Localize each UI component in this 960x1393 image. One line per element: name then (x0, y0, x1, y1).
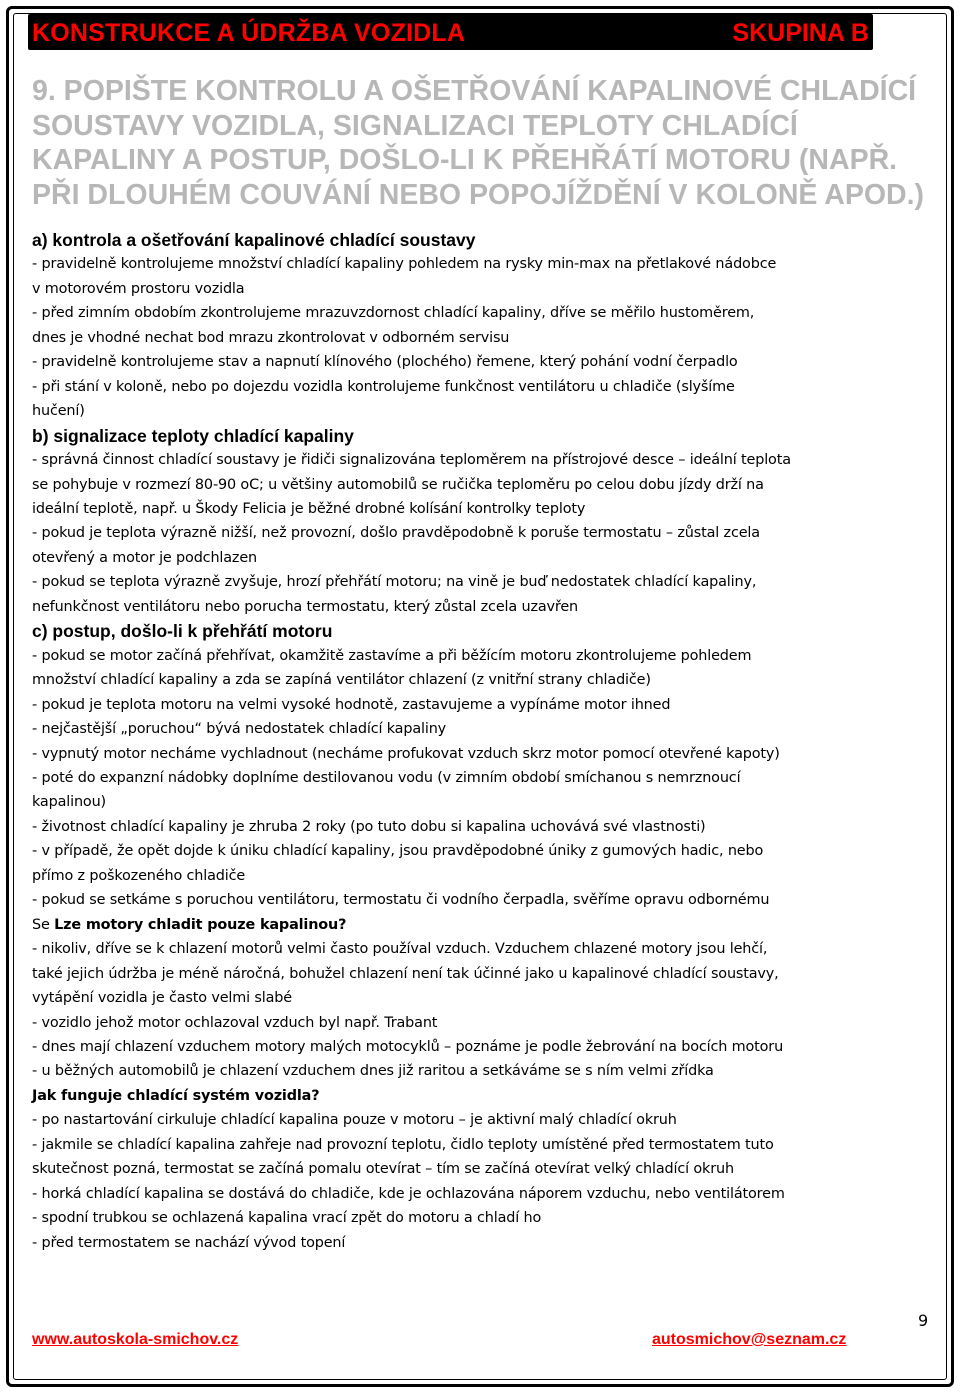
line-text: - spodní trubkou se ochlazená kapalina vrací zpět do motoru a chladí ho (32, 1210, 542, 1227)
line-text: - správná činnost chladící soustavy je řidiči signalizována teploměrem na přístrojové desce – ideální teplota (32, 452, 791, 469)
line-text: skutečnost pozná, termostat se začíná pomalu otevírat – tím se začíná otevírat velký chladící okruh (32, 1161, 734, 1178)
answer-body (32, 228, 927, 1255)
header-group: SKUPINA B (732, 19, 869, 47)
line-text: - pokud je teplota výrazně nižší, než provozní, došlo pravděpodobně k poruše termostatu – zůstal zcela (32, 525, 760, 542)
text-line (32, 962, 927, 986)
website-link[interactable]: www.autoskola-smichov.cz (32, 1331, 239, 1348)
text-line (32, 570, 927, 594)
question-line: PŘI DLOUHÉM COUVÁNÍ NEBO POPOJÍŽDĚNÍ V KOLONĚ APOD.) (32, 178, 925, 211)
text-line (32, 668, 927, 692)
text-line (32, 742, 927, 766)
text-line (32, 864, 927, 888)
line-text: - životnost chladící kapaliny je zhruba 2 roky (po tuto dobu si kapalina uchovává své vlastnosti) (32, 818, 706, 835)
line-text: otevřený a motor je podchlazen (32, 549, 258, 566)
page-number: 9 (918, 1311, 929, 1330)
text-line (32, 1231, 927, 1255)
line-text: - nikoliv, dříve se k chlazení motorů velmi často používal vzduch. Vzduchem chlazené motory jsou lehčí, (32, 941, 768, 958)
section-heading (32, 424, 927, 448)
header-bar (28, 14, 873, 50)
line-text: - vozidlo jehož motor ochlazoval vzduch byl např. Trabant (32, 1014, 438, 1031)
line-text: množství chladící kapaliny a zda se zapíná ventilátor chlazení (z vnitřní strany chladiče) (32, 672, 651, 689)
question-title (32, 74, 932, 212)
text-line (32, 693, 927, 717)
text-line (32, 1035, 927, 1059)
line-text: - u běžných automobilů je chlazení vzduchem dnes již raritou a setkáváme se s ním velmi zřídka (32, 1063, 714, 1080)
text-line (32, 546, 927, 570)
line-text: - při stání v koloně, nebo po dojezdu vozidla kontrolujeme funkčnost ventilátoru u chladiče (slyšíme (32, 378, 735, 395)
line-text: nefunkčnost ventilátoru nebo porucha termostatu, který zůstal zcela uzavřen (32, 598, 579, 615)
question-line: SOUSTAVY VOZIDLA, SIGNALIZACI TEPLOTY CHLADÍCÍ (32, 109, 798, 142)
text-line (32, 473, 927, 497)
email-link[interactable]: autosmichov@seznam.cz (652, 1331, 847, 1348)
line-text: - horká chladící kapalina se dostává do chladiče, kde je ochlazována náporem vzduchu, nebo ventilátorem (32, 1185, 785, 1202)
text-line (32, 1157, 927, 1181)
question-line: KAPALINY A POSTUP, DOŠLO-LI K PŘEHŘÁTÍ MOTORU (NAPŘ. (32, 144, 898, 176)
line-text: Jak funguje chladící systém vozidla? (32, 1087, 320, 1104)
text-line (32, 839, 927, 863)
section-heading (32, 619, 927, 643)
text-line (32, 1011, 927, 1035)
line-text: c) postup, došlo-li k přehřátí motoru (32, 621, 333, 642)
text-line (32, 448, 927, 472)
line-text: - poté do expanzní nádobky doplníme destilovanou vodu (v zimním období smíchanou s nemrznoucí (32, 769, 741, 786)
text-line (32, 913, 927, 937)
text-line (32, 399, 927, 423)
text-line (32, 497, 927, 521)
line-text: hučení) (32, 403, 85, 420)
line-text: - před zimním obdobím zkontrolujeme mrazuvzdornost chladící kapaliny, dříve se měřilo hustoměrem, (32, 305, 755, 322)
line-text: - před termostatem se nachází vývod topení (32, 1234, 346, 1251)
line-text: přímo z poškozeného chladiče (32, 867, 246, 884)
line-text: dnes je vhodné nechat bod mrazu zkontrolovat v odborném servisu (32, 329, 510, 346)
line-text: - dnes mají chlazení vzduchem motory malých motocyklů – poznáme je podle žebrování na bocích motoru (32, 1038, 784, 1055)
line-text: v motorovém prostoru vozidla (32, 280, 245, 297)
line-text: Se (32, 916, 55, 933)
text-line (32, 815, 927, 839)
text-line (32, 937, 927, 961)
line-text: vytápění vozidla je často velmi slabé (32, 990, 292, 1007)
text-line (32, 644, 927, 668)
line-text: - pokud se setkáme s poruchou ventilátoru, termostatu či vodního čerpadla, svěříme opravu odbornému (32, 892, 770, 909)
text-line (32, 252, 927, 276)
text-line (32, 717, 927, 741)
text-line (32, 521, 927, 545)
text-line (32, 1133, 927, 1157)
line-text: - pravidelně kontrolujeme množství chladící kapaliny pohledem na rysky min-max na přetlakové nádobce (32, 256, 777, 273)
line-text: kapalinou) (32, 794, 107, 811)
text-line (32, 277, 927, 301)
text-line (32, 888, 927, 912)
inline-bold-question: Lze motory chladit pouze kapalinou? (54, 916, 347, 933)
line-text: - v případě, že opět dojde k úniku chladící kapaliny, jsou pravděpodobné úniky z gumových hadic, nebo (32, 843, 764, 860)
text-line (32, 375, 927, 399)
line-text: - vypnutý motor necháme vychladnout (necháme profukovat vzduch skrz motor pomocí otevřené kapoty) (32, 745, 780, 762)
text-line (32, 766, 927, 790)
text-line (32, 1108, 927, 1132)
line-text: ideální teplotě, např. u Škody Felicia je běžné drobné kolísání kontrolky teploty (32, 500, 586, 517)
line-text: b) signalizace teploty chladící kapaliny (32, 425, 354, 446)
text-line (32, 1182, 927, 1206)
line-text: - pokud se motor začíná přehřívat, okamžitě zastavíme a při běžícím motoru zkontrolujeme pohledem (32, 647, 752, 664)
line-text: - jakmile se chladící kapalina zahřeje nad provozní teplotu, čidlo teploty umístěné před termostatem tuto (32, 1136, 774, 1153)
text-line (32, 1059, 927, 1083)
line-text: - nejčastější „poruchou“ bývá nedostatek chladící kapaliny (32, 721, 447, 738)
header-title: KONSTRUKCE A ÚDRŽBA VOZIDLA (32, 19, 466, 47)
text-line (32, 986, 927, 1010)
section-heading (32, 228, 927, 252)
text-line (32, 1206, 927, 1230)
line-text: a) kontrola a ošetřování kapalinové chladící soustavy (32, 230, 476, 250)
text-line (32, 350, 927, 374)
question-line: 9. POPIŠTE KONTROLU A OŠETŘOVÁNÍ KAPALINOVÉ CHLADÍCÍ (32, 75, 917, 107)
line-text: také jejich údržba je méně náročná, bohužel chlazení není tak účinné jako u kapalinové chladící soustavy, (32, 965, 779, 982)
text-line (32, 326, 927, 350)
text-line (32, 301, 927, 325)
line-text: - pokud se teplota výrazně zvyšuje, hrozí přehřátí motoru; na vině je buď nedostatek chladící kapaliny, (32, 574, 757, 591)
text-line (32, 595, 927, 619)
line-text: - po nastartování cirkuluje chladící kapalina pouze v motoru – je aktivní malý chladící okruh (32, 1112, 677, 1129)
line-text: - pokud je teplota motoru na velmi vysoké hodnotě, zastavujeme a vypínáme motor ihned (32, 696, 671, 713)
line-text: - pravidelně kontrolujeme stav a napnutí klínového (plochého) řemene, který pohání vodní čerpadlo (32, 354, 738, 371)
line-text: se pohybuje v rozmezí 80-90 oC; u většiny automobilů se ručička teploměru po celou dobu jízdy drží na (32, 476, 764, 493)
text-line (32, 790, 927, 814)
subheading (32, 1084, 927, 1108)
